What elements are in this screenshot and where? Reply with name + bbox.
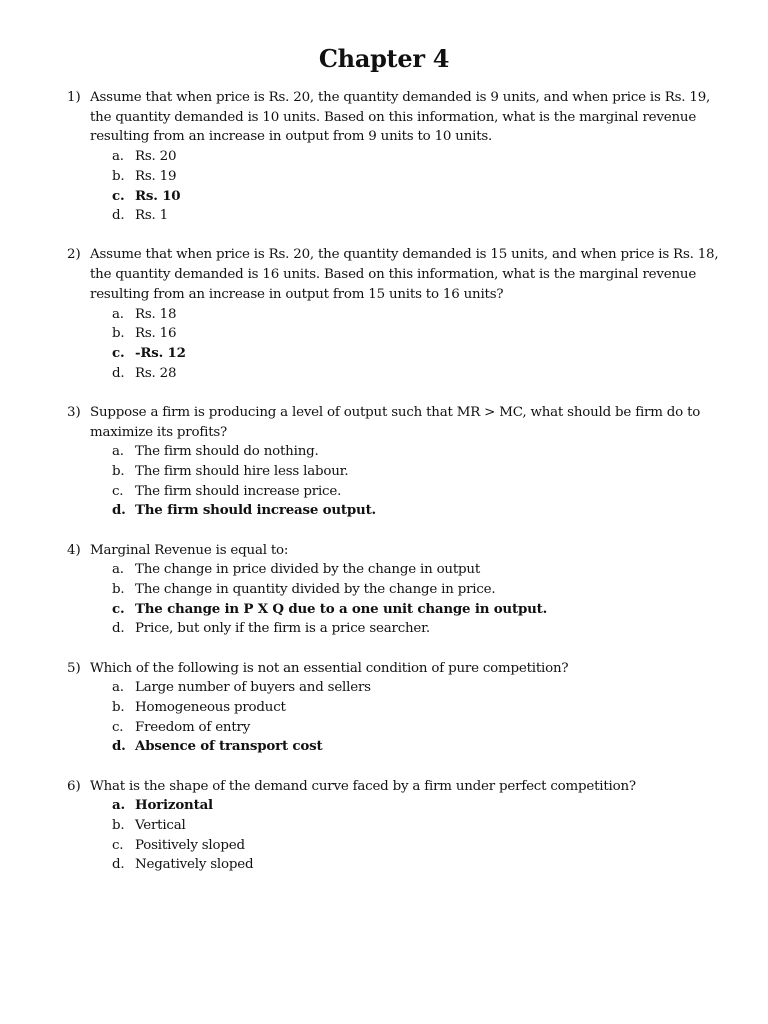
answer-option-correct [0, 344, 768, 364]
answer-options [0, 796, 768, 875]
option-text: Rs. 18 [135, 306, 177, 322]
answer-option-correct [0, 600, 768, 620]
option-text: Absence of transport cost [135, 738, 323, 755]
option-text: The firm should increase output. [135, 502, 377, 519]
option-letter: d. [112, 365, 125, 381]
option-text: The change in price divided by the change in output [135, 562, 481, 578]
question-text: Marginal Revenue is equal to: [90, 542, 289, 558]
question-text: What is the shape of the demand curve faced by a firm under perfect competition? [90, 778, 636, 794]
answer-option [0, 324, 768, 344]
option-text: The change in P X Q due to a one unit change in output. [135, 600, 548, 617]
question-5 [0, 659, 768, 758]
option-letter: a. [112, 562, 124, 578]
option-letter: b. [112, 581, 125, 597]
option-text: -Rs. 12 [135, 344, 186, 361]
question-stem [0, 659, 730, 679]
question-2 [0, 245, 768, 383]
answer-option [0, 462, 768, 482]
option-letter: a. [112, 680, 124, 696]
answer-option [0, 482, 768, 502]
question-list [0, 88, 768, 895]
question-stem [0, 245, 730, 304]
option-letter: c. [112, 187, 125, 204]
option-letter: d. [112, 857, 125, 873]
answer-options [0, 442, 768, 521]
option-text: Freedom of entry [135, 719, 251, 735]
option-letter: c. [112, 719, 124, 735]
option-letter: c. [112, 344, 125, 361]
answer-option [0, 816, 768, 836]
answer-options [0, 305, 768, 384]
option-text: Negatively sloped [135, 857, 254, 873]
option-letter: a. [112, 306, 124, 322]
option-text: Rs. 28 [135, 365, 177, 381]
option-letter: b. [112, 168, 125, 184]
option-letter: d. [112, 502, 126, 519]
option-letter: c. [112, 483, 124, 499]
option-text: The change in quantity divided by the change in price. [135, 581, 496, 597]
option-letter: c. [112, 600, 125, 617]
option-text: Homogeneous product [135, 699, 286, 715]
answer-option [0, 147, 768, 167]
question-number: 2) [67, 247, 81, 263]
answer-option [0, 678, 768, 698]
option-letter: a. [112, 149, 124, 165]
answer-option [0, 718, 768, 738]
answer-option [0, 560, 768, 580]
answer-option [0, 305, 768, 325]
question-number: 1) [67, 90, 81, 105]
question-stem [0, 88, 730, 147]
option-letter: b. [112, 463, 125, 479]
option-text: Rs. 19 [135, 168, 177, 184]
answer-option [0, 364, 768, 384]
option-letter: a. [112, 444, 124, 460]
question-text: Which of the following is not an essential condition of pure competition? [90, 660, 569, 676]
answer-option-correct [0, 501, 768, 521]
question-number: 5) [67, 660, 81, 676]
question-number: 6) [67, 778, 81, 794]
answer-option [0, 619, 768, 639]
option-letter: c. [112, 837, 124, 853]
question-4 [0, 541, 768, 640]
question-stem [0, 403, 730, 442]
answer-option [0, 442, 768, 462]
option-text: Positively sloped [135, 837, 245, 853]
question-text: Assume that when price is Rs. 20, the quantity demanded is 9 units, and when price is Rs. 19, the quantity demanded is 10 units. Based on this information, what is the marginal revenue resulting from an increase in output from 9 units to 10 units. [90, 90, 711, 145]
answer-options [0, 678, 768, 757]
question-text: Assume that when price is Rs. 20, the quantity demanded is 15 units, and when price is Rs. 18, the quantity demanded is 16 units. Based on this information, what is the marginal revenue resulting from an increase in output from 15 units to 16 units? [90, 247, 719, 302]
answer-option [0, 855, 768, 875]
answer-option-correct [0, 796, 768, 816]
option-text: Price, but only if the firm is a price searcher. [135, 621, 430, 637]
option-letter: d. [112, 738, 126, 755]
question-6 [0, 777, 768, 876]
option-text: Vertical [135, 818, 186, 833]
question-number: 3) [67, 404, 81, 420]
answer-option [0, 580, 768, 600]
answer-options [0, 560, 768, 639]
question-3 [0, 403, 768, 521]
option-text: The firm should increase price. [135, 483, 342, 499]
page-title: Chapter 4 [318, 44, 450, 73]
answer-option-correct [0, 737, 768, 757]
question-stem [0, 541, 730, 561]
answer-option [0, 836, 768, 856]
option-text: The firm should hire less labour. [135, 463, 349, 479]
option-text: Large number of buyers and sellers [135, 680, 371, 696]
question-stem [0, 777, 730, 797]
answer-option [0, 206, 768, 226]
option-text: The firm should do nothing. [135, 444, 319, 460]
option-letter: a. [112, 797, 125, 814]
answer-option-correct [0, 187, 768, 207]
question-number: 4) [67, 542, 81, 558]
option-text: Rs. 16 [135, 326, 177, 342]
question-1 [0, 88, 768, 226]
option-text: Rs. 1 [135, 208, 168, 224]
option-text: Rs. 10 [135, 187, 181, 204]
option-text: Horizontal [135, 797, 213, 814]
option-letter: b. [112, 326, 125, 342]
question-text: Suppose a firm is producing a level of output such that MR > MC, what should be firm do to maximize its profits? [90, 404, 701, 440]
answer-option [0, 167, 768, 187]
option-letter: d. [112, 621, 125, 637]
option-letter: d. [112, 208, 125, 224]
option-letter: b. [112, 818, 125, 833]
option-text: Rs. 20 [135, 149, 177, 165]
option-letter: b. [112, 699, 125, 715]
answer-option [0, 698, 768, 718]
answer-options [0, 147, 768, 226]
